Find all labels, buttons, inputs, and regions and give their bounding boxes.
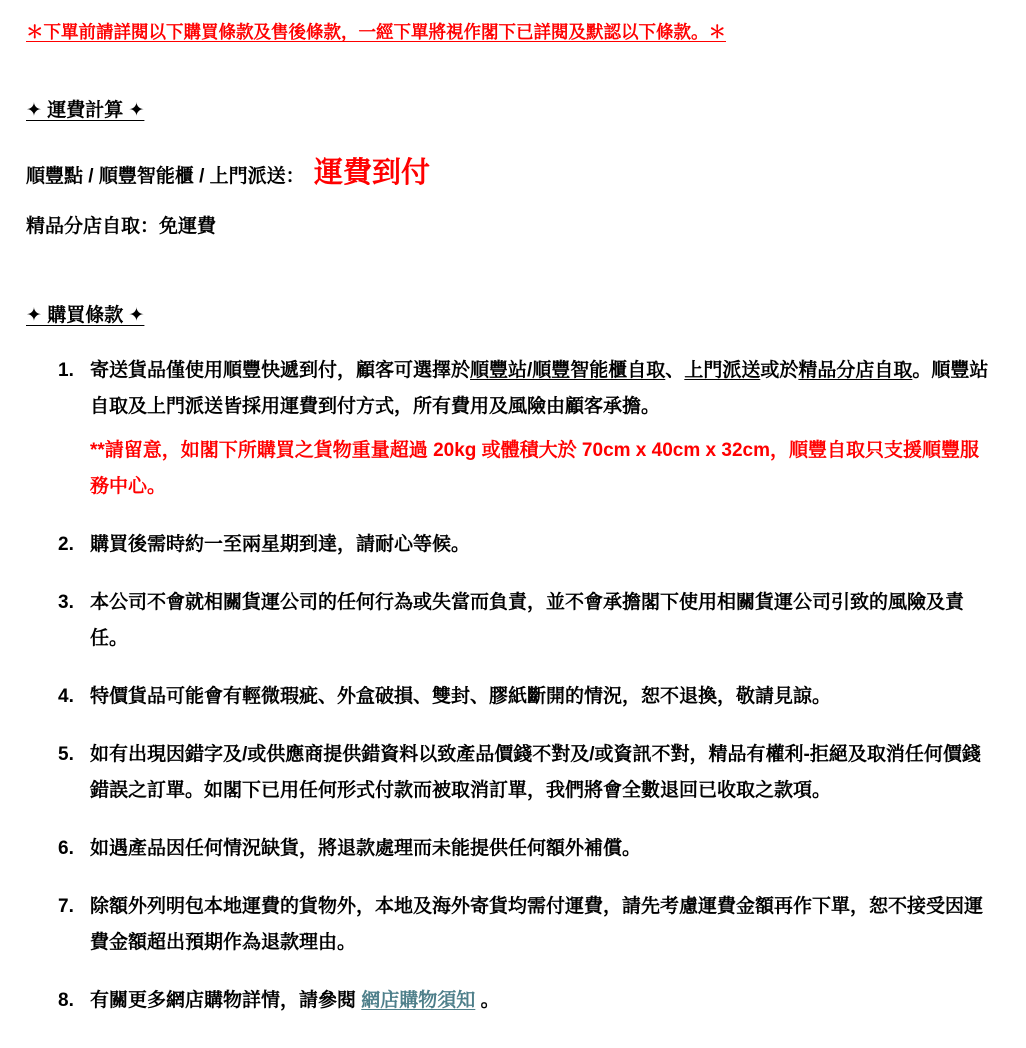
term-number-1: 1. [58,359,74,381]
term-item-6 [58,831,996,867]
term-number-7: 7. [58,895,74,917]
term8-segment-b: 。 [475,989,500,1011]
shipping-cod-value: 運費到付 [313,156,430,189]
term1-underline-sf-station: 順豐站/順豐智能櫃自取 [470,359,666,381]
top-notice: ＊下單前請詳閱以下購買條款及售後條款，一經下單將視作閣下已詳閱及默認以下條款。＊ [26,22,726,42]
term-text-2: 購買後需時約一至兩星期到達，請耐心等候。 [90,533,471,555]
term-body-3 [90,585,996,657]
term-body-6 [90,831,996,867]
term-number-6: 6. [58,837,74,859]
terms-section-heading: ✦ 購買條款 ✦ [26,304,145,326]
term8-segment-a: 有關更多網店購物詳情，請參閱 [90,989,362,1011]
term1-segment-g: 。順豐站自取及上門派送皆採用運費到付方式，所有費用及風險由顧客承擔。 [90,359,989,417]
term1-segment-e: 或於 [760,359,799,381]
term1-segment-c: 、 [665,359,685,381]
term-item-3 [58,585,996,657]
term-item-5 [58,737,996,809]
term-item-2 [58,527,996,563]
term-number-3: 3. [58,591,74,613]
term-item-8 [58,983,996,1019]
shipping-methods-line [26,152,996,196]
term-item-7 [58,889,996,961]
term-item-1 [58,353,996,505]
term-number-8: 8. [58,989,74,1011]
shipping-methods-label: 順豐點 / 順豐智能櫃 / 上門派送： [26,165,305,187]
term-text-7: 除額外列明包本地運費的貨物外，本地及海外寄貨均需付運費，請先考慮運費金額再作下單，恕不接受因運費金額超出預期作為退款理由。 [90,895,984,953]
term-body-5 [90,737,996,809]
term-number-5: 5. [58,743,74,765]
term-text-3: 本公司不會就相關貨運公司的任何行為或失當而負責，並不會承擔閣下使用相關貨運公司引致的風險及責任。 [90,591,965,649]
term-body-2 [90,527,996,563]
term-number-4: 4. [58,685,74,707]
shopping-guide-link[interactable]: 網店購物須知 [361,989,476,1011]
term-body-4 [90,679,996,715]
term1-underline-store-pickup: 精品分店自取 [798,359,913,381]
term-body-7 [90,889,996,961]
term-text-5: 如有出現因錯字及/或供應商提供錯資料以致產品價錢不對及/或資訊不對，精品有權利-拒絕及取消任何價錢錯誤之訂單。如閣下已用任何形式付款而被取消訂單，我們將會全數退回已收取之款項。 [90,743,981,801]
term1-weight-warning: **請留意，如閣下所購買之貨物重量超過 20kg 或體積大於 70cm x 40cm x 32cm，順豐自取只支援順豐服務中心。 [90,439,979,497]
term-number-2: 2. [58,533,74,555]
term-body-1 [90,353,996,505]
term-item-4 [58,679,996,715]
term1-segment-a: 寄送貨品僅使用順豐快遞到付，顧客可選擇於 [90,359,471,381]
term-text-6: 如遇產品因任何情況缺貨，將退款處理而未能提供任何額外補償。 [90,837,642,859]
terms-list [26,353,996,1019]
term1-underline-door-delivery: 上門派送 [684,359,761,381]
term-text-8 [90,983,996,1019]
term-body-8 [90,983,996,1019]
term-text-1 [90,353,996,425]
shipping-section-heading: ✦ 運費計算 ✦ [26,99,145,121]
store-pickup-line: 精品分店自取：免運費 [26,216,217,237]
term-text-4: 特價貨品可能會有輕微瑕疵、外盒破損、雙封、膠紙斷開的情況，恕不退換，敬請見諒。 [90,685,832,707]
